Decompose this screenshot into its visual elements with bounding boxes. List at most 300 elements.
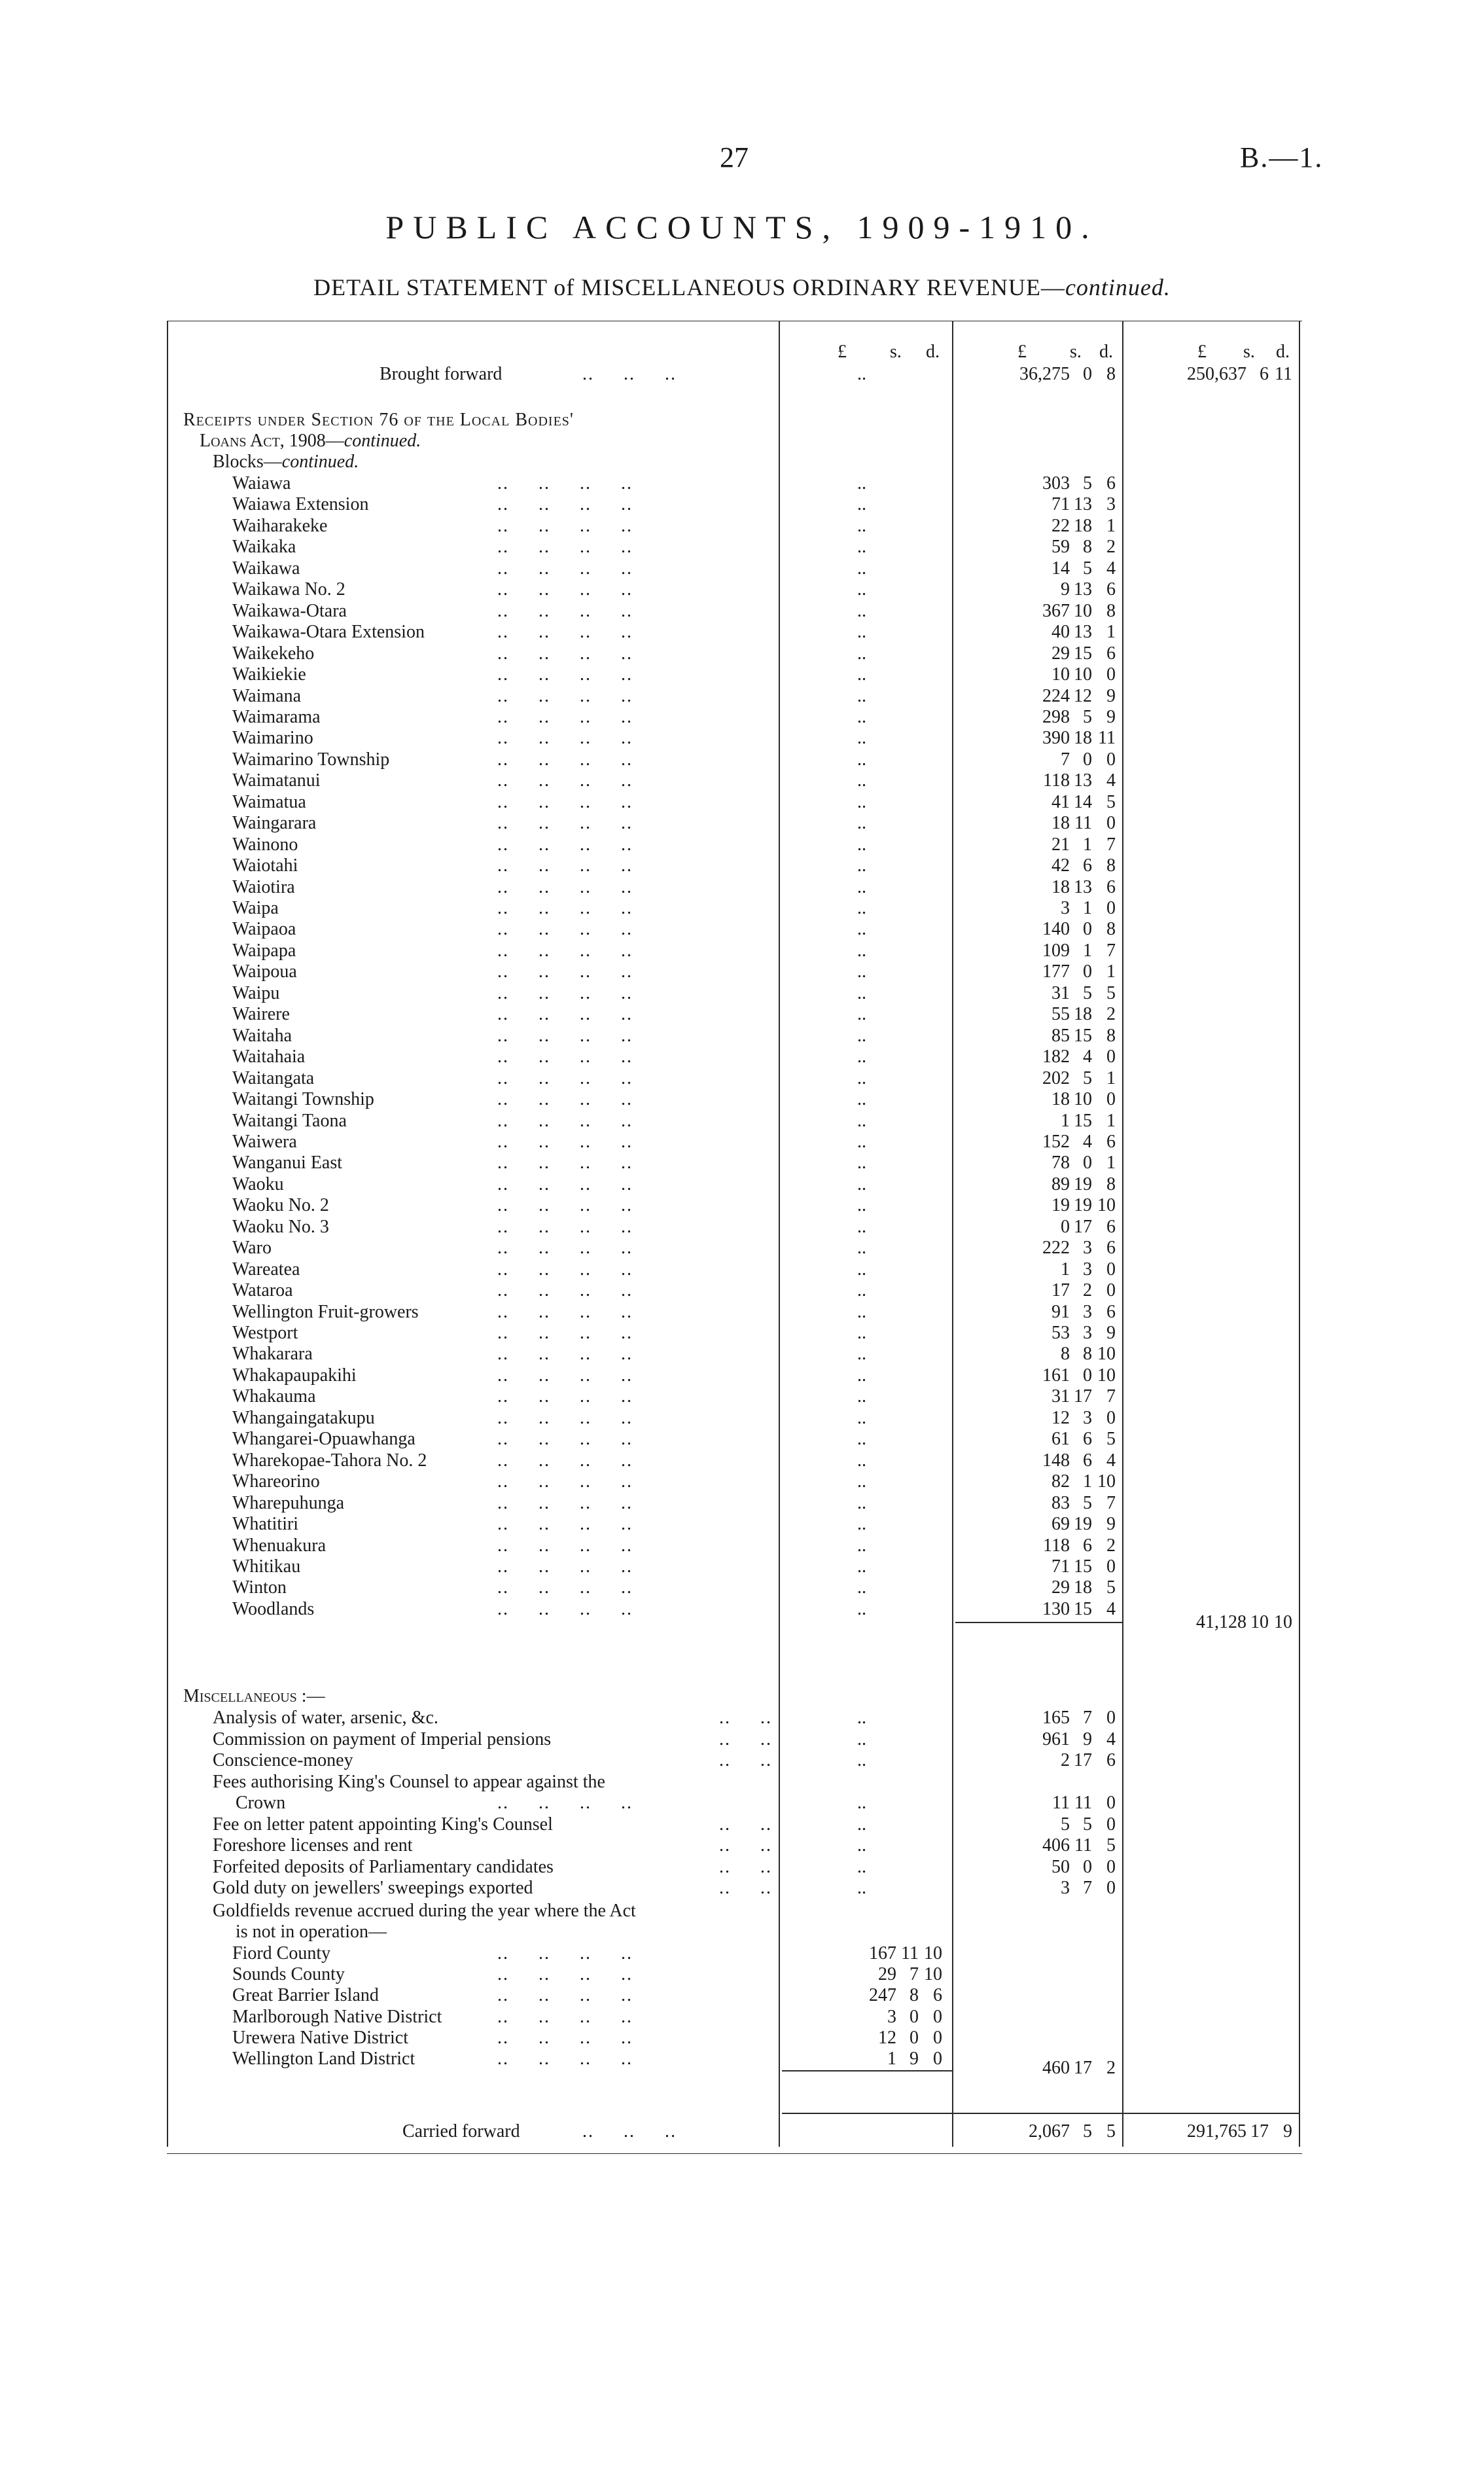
pounds: 247: [869, 1985, 896, 2006]
leader-dots: .. .. .. ..: [497, 579, 633, 600]
pounds: 36,275: [1019, 364, 1070, 384]
row-label: Wainono: [232, 834, 298, 855]
table-row: [0, 1450, 1484, 1471]
col1-empty: ..: [857, 1110, 866, 1131]
row-label: Whangaingatakupu: [232, 1407, 375, 1428]
leader-dots: .. .. .. ..: [497, 961, 633, 982]
pence: 10: [924, 1943, 942, 1963]
leader-dots: .. .. .. ..: [497, 1429, 633, 1450]
row-label: Waimatanui: [232, 770, 321, 791]
table-row: [0, 727, 1484, 749]
pence: 0: [933, 2027, 942, 2048]
table-row: [0, 558, 1484, 579]
pence: 2: [1106, 1535, 1116, 1556]
pence: 10: [1097, 1365, 1116, 1386]
row-label: Fees authorising King's Counsel to appear against the: [213, 1771, 605, 1792]
pence: 4: [1106, 1450, 1116, 1471]
shillings: 0: [1083, 919, 1092, 940]
pounds: 17: [1051, 1280, 1070, 1301]
row-label: Analysis of water, arsenic, &c.: [213, 1708, 438, 1728]
leader-dots: .. .. .. ..: [497, 1323, 633, 1343]
page-title: PUBLIC ACCOUNTS, 1909-1910.: [385, 209, 1099, 245]
row-label: Commission on payment of Imperial pensions: [213, 1729, 552, 1749]
col1-empty: ..: [857, 494, 866, 515]
shillings: 19: [1074, 1514, 1092, 1535]
pence: 0: [933, 2049, 942, 2069]
shillings: 6: [1260, 364, 1269, 384]
leader-dots: .. .. .. ..: [497, 1964, 633, 1985]
row-label: Waipa: [232, 898, 279, 918]
pounds: 55: [1051, 1004, 1070, 1025]
table-row: [0, 855, 1484, 876]
col1-empty: ..: [857, 685, 866, 706]
leader-dots: .. ..: [719, 1878, 772, 1898]
leader-dots: .. .. .. ..: [497, 1153, 633, 1174]
col1-empty: ..: [857, 515, 866, 536]
row-label: Waiotira: [232, 876, 295, 897]
leader-dots: .. .. .. ..: [497, 813, 633, 834]
leader-dots: .. .. .. ..: [497, 1471, 633, 1492]
pounds: 18: [1051, 1089, 1070, 1110]
row-label: Wellington Land District: [232, 2049, 415, 2069]
shillings: 0: [910, 2027, 919, 2048]
col1-empty: ..: [857, 643, 866, 664]
pence: 0: [1106, 1708, 1116, 1728]
shillings: 6: [1083, 1429, 1092, 1450]
row-label: Winton: [232, 1577, 287, 1598]
col2-shillings-header: s.: [1070, 342, 1082, 362]
col1-empty: ..: [857, 1216, 866, 1237]
col3-pence-header: d.: [1276, 342, 1290, 362]
leader-dots: .. .. .. ..: [497, 2049, 633, 2069]
row-label: Whitikau: [232, 1556, 301, 1577]
table-row: [0, 961, 1484, 982]
pounds: 250,637: [1187, 364, 1246, 384]
col1-empty: ..: [857, 1814, 866, 1835]
col1-empty: ..: [857, 1195, 866, 1216]
row-label: Waipaoa: [232, 919, 296, 940]
shillings: 5: [1083, 1814, 1092, 1835]
pounds: 18: [1051, 813, 1070, 834]
shillings: 11: [1074, 1793, 1092, 1813]
pounds: 19: [1051, 1195, 1070, 1216]
pence: 0: [1106, 1089, 1116, 1110]
pence: 5: [1106, 1577, 1116, 1598]
shillings: 17: [1250, 2121, 1269, 2142]
col1-empty: ..: [857, 749, 866, 770]
leader-dots: .. .. .. ..: [497, 1598, 633, 1619]
leader-dots: .. .. .. ..: [497, 473, 633, 493]
pounds: 5: [1061, 1814, 1070, 1835]
shillings: 3: [1083, 1238, 1092, 1259]
goldfields-heading-line2: is not in operation—: [236, 1922, 387, 1942]
col1-empty: ..: [857, 1429, 866, 1450]
leader-dots: .. .. .. ..: [497, 982, 633, 1003]
pence: 0: [1106, 813, 1116, 834]
row-label: Conscience-money: [213, 1750, 353, 1770]
leader-dots: .. .. .. ..: [497, 494, 633, 515]
row-label: Waipapa: [232, 940, 296, 961]
row-label: Waikawa-Otara: [232, 600, 347, 621]
pence: 0: [1106, 898, 1116, 918]
col1-empty: ..: [857, 1365, 866, 1386]
shillings: 1: [1083, 1471, 1092, 1492]
pence: 6: [1106, 1131, 1116, 1152]
table-row: [0, 1877, 1484, 1899]
shillings: 6: [1083, 1450, 1092, 1471]
leader-dots: .. .. .. ..: [497, 876, 633, 897]
row-label: Waikaka: [232, 537, 296, 558]
col1-pounds-header: £: [838, 342, 847, 362]
shillings: 15: [1074, 1598, 1092, 1619]
table-row: [0, 1577, 1484, 1598]
pounds: 9: [1061, 579, 1070, 600]
leader-dots: .. ..: [719, 1750, 772, 1770]
table-row: [0, 1943, 1484, 1964]
col1-empty: ..: [857, 791, 866, 812]
pence: 0: [1106, 1047, 1116, 1067]
pence: 6: [1106, 1238, 1116, 1259]
shillings: 0: [910, 2006, 919, 2027]
shillings: 15: [1074, 1556, 1092, 1577]
table-row: [0, 1729, 1484, 1750]
pounds: 167: [869, 1943, 896, 1963]
row-label: Gold duty on jewellers' sweepings exported: [213, 1878, 533, 1898]
leader-dots: .. .. .. ..: [497, 919, 633, 940]
row-label: Waoku No. 2: [232, 1195, 329, 1216]
col1-empty: ..: [857, 1089, 866, 1110]
leader-dots: .. .. .. ..: [497, 1216, 633, 1237]
pence: 6: [1106, 1301, 1116, 1322]
shillings: 0: [1083, 961, 1092, 982]
brought-forward-row: [0, 363, 1484, 385]
row-label: Wellington Fruit-growers: [232, 1301, 419, 1322]
table-row: [0, 706, 1484, 728]
col1-empty: ..: [857, 1878, 866, 1898]
pence: 0: [1106, 1878, 1116, 1898]
pounds: 161: [1042, 1365, 1070, 1386]
pence: 8: [1106, 364, 1116, 384]
col1-empty: ..: [857, 1004, 866, 1025]
leader-dots: .. .. ..: [582, 2121, 677, 2142]
pounds: 41: [1051, 791, 1070, 812]
table-row: [0, 834, 1484, 855]
section1-heading-line2: [200, 431, 421, 452]
col1-empty: ..: [857, 898, 866, 918]
table-row: [0, 600, 1484, 622]
pence: 10: [1097, 1344, 1116, 1365]
section1-total: [1188, 1611, 1292, 1633]
col3-pounds-header: £: [1197, 342, 1207, 362]
pounds: 3: [1061, 898, 1070, 918]
shillings: 6: [1083, 855, 1092, 876]
col2-pounds-header: £: [1017, 342, 1027, 362]
shillings: 0: [1083, 1365, 1092, 1386]
table-row: [0, 1492, 1484, 1514]
leader-dots: .. .. .. ..: [497, 1450, 633, 1471]
leader-dots: .. .. .. ..: [497, 1259, 633, 1280]
table-row: [0, 2027, 1484, 2049]
pounds: 460: [1042, 2058, 1070, 2078]
col1-empty: ..: [857, 1577, 866, 1598]
table-row: [0, 2048, 1484, 2070]
pounds: 1: [1061, 1259, 1070, 1280]
pence: 9: [1106, 1514, 1116, 1535]
pence: 4: [1106, 1598, 1116, 1619]
table-row: [0, 1814, 1484, 1835]
pence: 3: [1106, 494, 1116, 515]
shillings: 10: [1074, 664, 1092, 685]
pounds: 71: [1051, 1556, 1070, 1577]
table-row: [0, 1025, 1484, 1047]
row-label: Waimarino Township: [232, 749, 390, 770]
act-continued: continued.: [344, 431, 421, 451]
pounds: 3: [1061, 1878, 1070, 1898]
leader-dots: .. .. .. ..: [497, 1238, 633, 1259]
pounds: 140: [1042, 919, 1070, 940]
row-label: Waimatua: [232, 791, 306, 812]
col1-empty: ..: [857, 600, 866, 621]
row-label: Waikawa: [232, 558, 300, 579]
shillings: 5: [1083, 1492, 1092, 1513]
col1-empty: ..: [857, 1835, 866, 1856]
row-label-continuation: Crown: [236, 1793, 286, 1813]
table-row: [0, 1428, 1484, 1450]
pounds: 71: [1051, 494, 1070, 515]
row-label: Waikiekie: [232, 664, 306, 685]
col1-empty: ..: [857, 706, 866, 727]
table-row-continuation: [0, 1792, 1484, 1814]
row-label: Waiwera: [232, 1131, 297, 1152]
pence: 1: [1106, 1067, 1116, 1088]
leader-dots: .. .. .. ..: [497, 622, 633, 643]
shillings: 14: [1074, 791, 1092, 812]
subtitle-main: DETAIL STATEMENT of MISCELLANEOUS ORDINARY REVENUE—: [313, 274, 1065, 300]
row-label: Waimarama: [232, 706, 321, 727]
pence: 8: [1106, 1025, 1116, 1046]
page-number: 27: [720, 141, 749, 173]
table-row: [0, 1749, 1484, 1771]
col1-empty: ..: [857, 537, 866, 558]
pounds: 961: [1042, 1729, 1070, 1749]
pence: 9: [1283, 2121, 1292, 2142]
pence: 4: [1106, 770, 1116, 791]
leader-dots: .. .. .. ..: [497, 643, 633, 664]
col3-shillings-header: s.: [1243, 342, 1255, 362]
pence: 9: [1106, 685, 1116, 706]
leader-dots: .. .. .. ..: [497, 1556, 633, 1577]
blocks-label: Blocks—: [213, 452, 282, 472]
pounds: 10: [1051, 664, 1070, 685]
table-row: [0, 940, 1484, 961]
leader-dots: .. .. .. ..: [497, 537, 633, 558]
leader-dots: .. .. .. ..: [497, 1407, 633, 1428]
leader-dots: .. .. .. ..: [497, 1344, 633, 1365]
table-row: [0, 473, 1484, 494]
leader-dots: .. .. .. ..: [497, 2027, 633, 2048]
table-row: [0, 1174, 1484, 1195]
col1-empty: ..: [857, 558, 866, 579]
carried-forward-rule: [782, 2113, 1299, 2114]
pounds: 40: [1051, 622, 1070, 643]
col1-empty: ..: [857, 1344, 866, 1365]
shillings: 3: [1083, 1301, 1092, 1322]
leader-dots: .. ..: [719, 1835, 772, 1856]
leader-dots: .. .. .. ..: [497, 728, 633, 749]
shillings: 12: [1074, 685, 1092, 706]
shillings: 8: [910, 1985, 919, 2006]
table-row: [0, 1003, 1484, 1025]
col1-empty: ..: [857, 1259, 866, 1280]
table-row: [0, 1216, 1484, 1238]
pounds: 29: [1051, 1577, 1070, 1598]
leader-dots: .. ..: [719, 1814, 772, 1835]
pence: 1: [1106, 515, 1116, 536]
pence: 0: [1106, 1793, 1116, 1813]
pence: 1: [1106, 961, 1116, 982]
table-row: [0, 1152, 1484, 1174]
pounds: 367: [1042, 600, 1070, 621]
pence: 0: [1106, 1814, 1116, 1835]
pence: 9: [1106, 1323, 1116, 1343]
shillings: 8: [1083, 537, 1092, 558]
col1-empty: ..: [857, 1153, 866, 1174]
pounds: 18: [1051, 876, 1070, 897]
leader-dots: .. .. .. ..: [497, 1535, 633, 1556]
pounds: 182: [1042, 1047, 1070, 1067]
pence: 0: [1106, 1407, 1116, 1428]
table-row: [0, 770, 1484, 791]
row-label: Whareorino: [232, 1471, 320, 1492]
leader-dots: .. .. .. ..: [497, 600, 633, 621]
row-label: Wareatea: [232, 1259, 300, 1280]
row-label: Forfeited deposits of Parliamentary candidates: [213, 1856, 554, 1877]
pounds: 12: [1051, 1407, 1070, 1428]
leader-dots: .. .. .. ..: [497, 898, 633, 918]
leader-dots: .. .. .. ..: [497, 1004, 633, 1025]
row-label: Wairere: [232, 1004, 290, 1025]
row-label: Waimarino: [232, 728, 313, 749]
table-row: [0, 749, 1484, 770]
leader-dots: .. .. .. ..: [497, 1280, 633, 1301]
shillings: 3: [1083, 1259, 1092, 1280]
row-label: Waikekeho: [232, 643, 315, 664]
row-label: Waiawa: [232, 473, 291, 493]
page-subtitle: [0, 274, 1484, 301]
pence: 0: [1106, 749, 1116, 770]
pence: 0: [1106, 1259, 1116, 1280]
row-label: Waipoua: [232, 961, 297, 982]
goldfields-total: [1011, 2057, 1116, 2079]
leader-dots: .. .. .. ..: [497, 515, 633, 536]
table-row: [0, 1067, 1484, 1089]
col1-empty: ..: [857, 1301, 866, 1322]
table-row: [0, 493, 1484, 515]
shillings: 1: [1083, 940, 1092, 961]
col1-empty: ..: [857, 834, 866, 855]
pence: 8: [1106, 1174, 1116, 1194]
pence: 7: [1106, 1492, 1116, 1513]
col1-empty: ..: [857, 919, 866, 940]
leader-dots: .. .. .. ..: [497, 770, 633, 791]
table-row: [0, 2006, 1484, 2028]
shillings: 18: [1074, 515, 1092, 536]
blocks-continued: continued.: [281, 452, 359, 472]
pence: 10: [1097, 1471, 1116, 1492]
col1-empty: ..: [857, 1025, 866, 1046]
pounds: 2,067: [1029, 2121, 1070, 2142]
shillings: 9: [1083, 1729, 1092, 1749]
pence: 6: [1106, 579, 1116, 600]
pounds: 291,765: [1187, 2121, 1246, 2142]
pence: 9: [1106, 706, 1116, 727]
row-label: Waoku No. 3: [232, 1216, 329, 1237]
pounds: 42: [1051, 855, 1070, 876]
pounds: 82: [1051, 1471, 1070, 1492]
leader-dots: .. .. .. ..: [497, 940, 633, 961]
section1-subtotal-rule: [955, 1622, 1122, 1623]
pence: 8: [1106, 855, 1116, 876]
pounds: 31: [1051, 982, 1070, 1003]
col1-empty: ..: [857, 728, 866, 749]
col1-empty: ..: [857, 1238, 866, 1259]
table-row: [0, 1556, 1484, 1577]
col1-empty: ..: [857, 1556, 866, 1577]
leader-dots: .. ..: [719, 1708, 772, 1728]
table-row: [0, 982, 1484, 1004]
act-name: Loans Act, 1908—: [200, 431, 344, 451]
col1-empty: ..: [857, 940, 866, 961]
shillings: 1: [1083, 898, 1092, 918]
shillings: 5: [1083, 706, 1092, 727]
row-label: Whangarei-Opuawhanga: [232, 1429, 415, 1450]
leader-dots: .. .. .. ..: [497, 1943, 633, 1963]
col1-empty: ..: [857, 1471, 866, 1492]
leader-dots: .. .. .. ..: [497, 664, 633, 685]
leader-dots: .. .. .. ..: [497, 2006, 633, 2027]
table-row: [0, 643, 1484, 664]
row-label: Sounds County: [232, 1964, 345, 1985]
leader-dots: .. .. .. ..: [497, 855, 633, 876]
bottom-rule: [167, 2153, 1302, 2154]
table-row: [0, 1322, 1484, 1344]
row-label: Whakarara: [232, 1344, 313, 1365]
pence: 0: [1106, 1556, 1116, 1577]
table-row: [0, 1471, 1484, 1492]
col1-empty: ..: [857, 1598, 866, 1619]
leader-dots: .. .. .. ..: [497, 685, 633, 706]
shillings: 2: [1083, 1280, 1092, 1301]
pence: 8: [1106, 919, 1116, 940]
row-label: Whenuakura: [232, 1535, 327, 1556]
table-row: [0, 1771, 1484, 1793]
table-row: [0, 876, 1484, 898]
pounds: 83: [1051, 1492, 1070, 1513]
leader-dots: .. .. .. ..: [497, 1195, 633, 1216]
pence: 0: [933, 2006, 942, 2027]
col1-empty: ..: [857, 622, 866, 643]
shillings: 0: [1083, 749, 1092, 770]
table-row: [0, 515, 1484, 537]
row-label: Wanganui East: [232, 1153, 343, 1174]
table-row: [0, 1046, 1484, 1067]
leader-dots: .. .. .. ..: [497, 1301, 633, 1322]
col1-empty: ..: [857, 1280, 866, 1301]
pence: 5: [1106, 791, 1116, 812]
pounds: 21: [1051, 834, 1070, 855]
table-row: [0, 1365, 1484, 1386]
row-label: Fiord County: [232, 1943, 331, 1963]
